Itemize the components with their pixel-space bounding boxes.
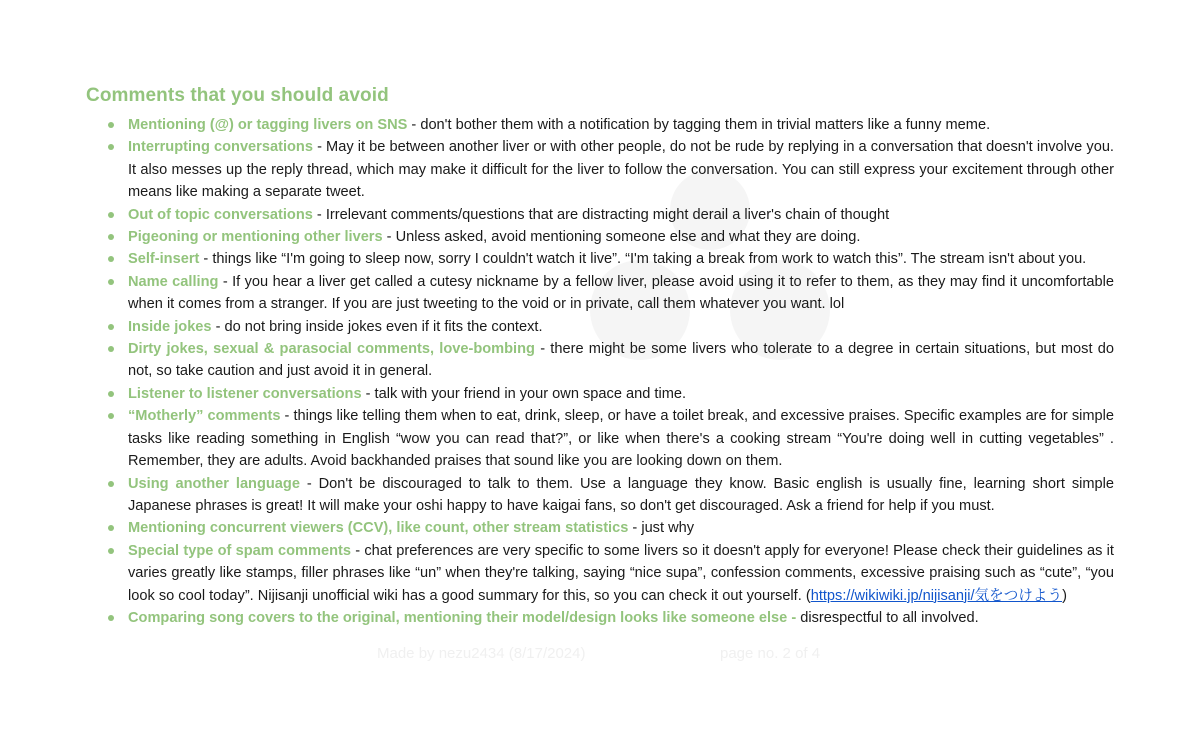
- rule-title: Mentioning (@) or tagging livers on SNS: [128, 117, 408, 133]
- rule-title: Out of topic conversations: [128, 206, 313, 223]
- rule-title: Special type of spam comments: [128, 542, 352, 559]
- rule-text: disrespectful to all involved.: [796, 609, 979, 626]
- bullet-icon: [108, 413, 114, 419]
- rule-title: Using another language: [128, 475, 300, 492]
- wiki-link[interactable]: https://wikiwiki.jp/nijisanji/気をつけよう: [810, 587, 1063, 604]
- rule-text-after: ): [1062, 587, 1067, 604]
- section-title: Comments that you should avoid: [86, 85, 389, 106]
- bullet-icon: [108, 212, 114, 218]
- bullet-icon: [108, 279, 114, 285]
- rules-list: [86, 114, 1114, 629]
- rule-item: [86, 136, 1114, 203]
- rule-text: - don't bother them with a notification by tagging them in trivial matters like a funny meme.: [407, 117, 991, 133]
- bullet-icon: [108, 548, 114, 554]
- bullet-icon: [108, 525, 114, 531]
- rule-item: [86, 383, 1114, 405]
- rule-item: [86, 248, 1114, 270]
- bullet-icon: [108, 324, 114, 330]
- rule-text: - Unless asked, avoid mentioning someone else and what they are doing.: [382, 229, 861, 246]
- rule-item: [86, 338, 1114, 383]
- rule-text: - there might be some livers who tolerate to a degree in certain situations, but most do not, so take caution and just avoid it in general.: [128, 341, 1114, 380]
- rule-item: [86, 540, 1114, 607]
- rule-title: Listener to listener conversations: [128, 385, 362, 402]
- bullet-icon: [108, 234, 114, 240]
- bullet-icon: [108, 346, 114, 352]
- rule-title: Inside jokes: [128, 318, 212, 335]
- footer-credit: Made by nezu2434 (8/17/2024): [377, 645, 586, 662]
- rule-item: [86, 316, 1114, 338]
- rule-item: [86, 271, 1114, 316]
- rule-title: Pigeoning or mentioning other livers: [128, 229, 383, 246]
- rule-text: - chat preferences are very specific to some livers so it doesn't apply for everyone! Please check their guidelines as it varies greatly like stamps, filler phrases like “un” when they're talking, saying “nice supa”, confession comments, excessive praising such as “cute”, “you look so cool today”. Nijisanji unofficial wiki has a good summary for this, so you can check it out yourself. (: [128, 542, 1114, 604]
- rule-item: [86, 226, 1114, 248]
- rule-text: - talk with your friend in your own space and time.: [361, 385, 687, 402]
- bullet-icon: [108, 391, 114, 397]
- bullet-icon: [108, 144, 114, 150]
- rule-title: Self-insert: [128, 251, 200, 268]
- rule-item: [86, 517, 1114, 539]
- rule-text: - things like telling them when to eat, drink, sleep, or have a toilet break, and excessive praises. Specific examples are for simple tasks like reading something in English “wow you can read that?”, or like when there's a cooking stream “You're doing well in cutting vegetables” . Remember, they are adults. Avoid backhanded praises that sound like you are looking down on them.: [128, 408, 1115, 470]
- rule-text: - If you hear a liver get called a cutesy nickname by a fellow liver, please avoid using it to refer to them, as they may find it uncomfortable when it comes from a stranger. If you are just tweeting to the void or in private, call them whatever you want. lol: [128, 273, 1115, 313]
- rule-title: Name calling: [128, 273, 219, 290]
- bullet-icon: [108, 122, 114, 128]
- rule-title: “Motherly” comments: [128, 408, 281, 425]
- rule-text: - May it be between another liver or with other people, do not be rude by replying in a conversation that doesn't involve you. It also messes up the reply thread, which may make it difficult for the liver to follow the conversation. You can still express your excitement through other means like making a separate tweet.: [128, 139, 1114, 201]
- rule-text: - Irrelevant comments/questions that are distracting might derail a liver's chain of thought: [312, 206, 890, 223]
- rule-text: - do not bring inside jokes even if it fits the context.: [211, 318, 543, 335]
- rule-text: - things like “I'm going to sleep now, sorry I couldn't watch it live”. “I'm taking a break from work to watch this”. The stream isn't about you.: [199, 251, 1087, 268]
- rule-item: [86, 607, 1114, 629]
- rule-item: [86, 473, 1114, 518]
- footer-page-number: page no. 2 of 4: [720, 645, 821, 662]
- bullet-icon: [108, 615, 114, 621]
- rule-item: [86, 114, 1114, 136]
- rule-text: - just why: [628, 520, 695, 537]
- rule-item: [86, 204, 1114, 226]
- rule-item: [86, 405, 1114, 472]
- rule-title: Comparing song covers to the original, mentioning their model/design looks like someone else -: [128, 609, 797, 626]
- rule-title: Interrupting conversations: [128, 139, 313, 156]
- rule-title: Mentioning concurrent viewers (CCV), like count, other stream statistics: [128, 520, 629, 537]
- rule-title: Dirty jokes, sexual & parasocial comments, love-bombing: [128, 341, 535, 358]
- bullet-icon: [108, 481, 114, 487]
- bullet-icon: [108, 256, 114, 262]
- rule-text: - Don't be discouraged to talk to them. Use a language they know. Basic english is usually fine, learning short simple Japanese phrases is great! It will make your oshi happy to have kaigai fans, so don't get discouraged. Ask a friend for help if you must.: [128, 475, 1114, 514]
